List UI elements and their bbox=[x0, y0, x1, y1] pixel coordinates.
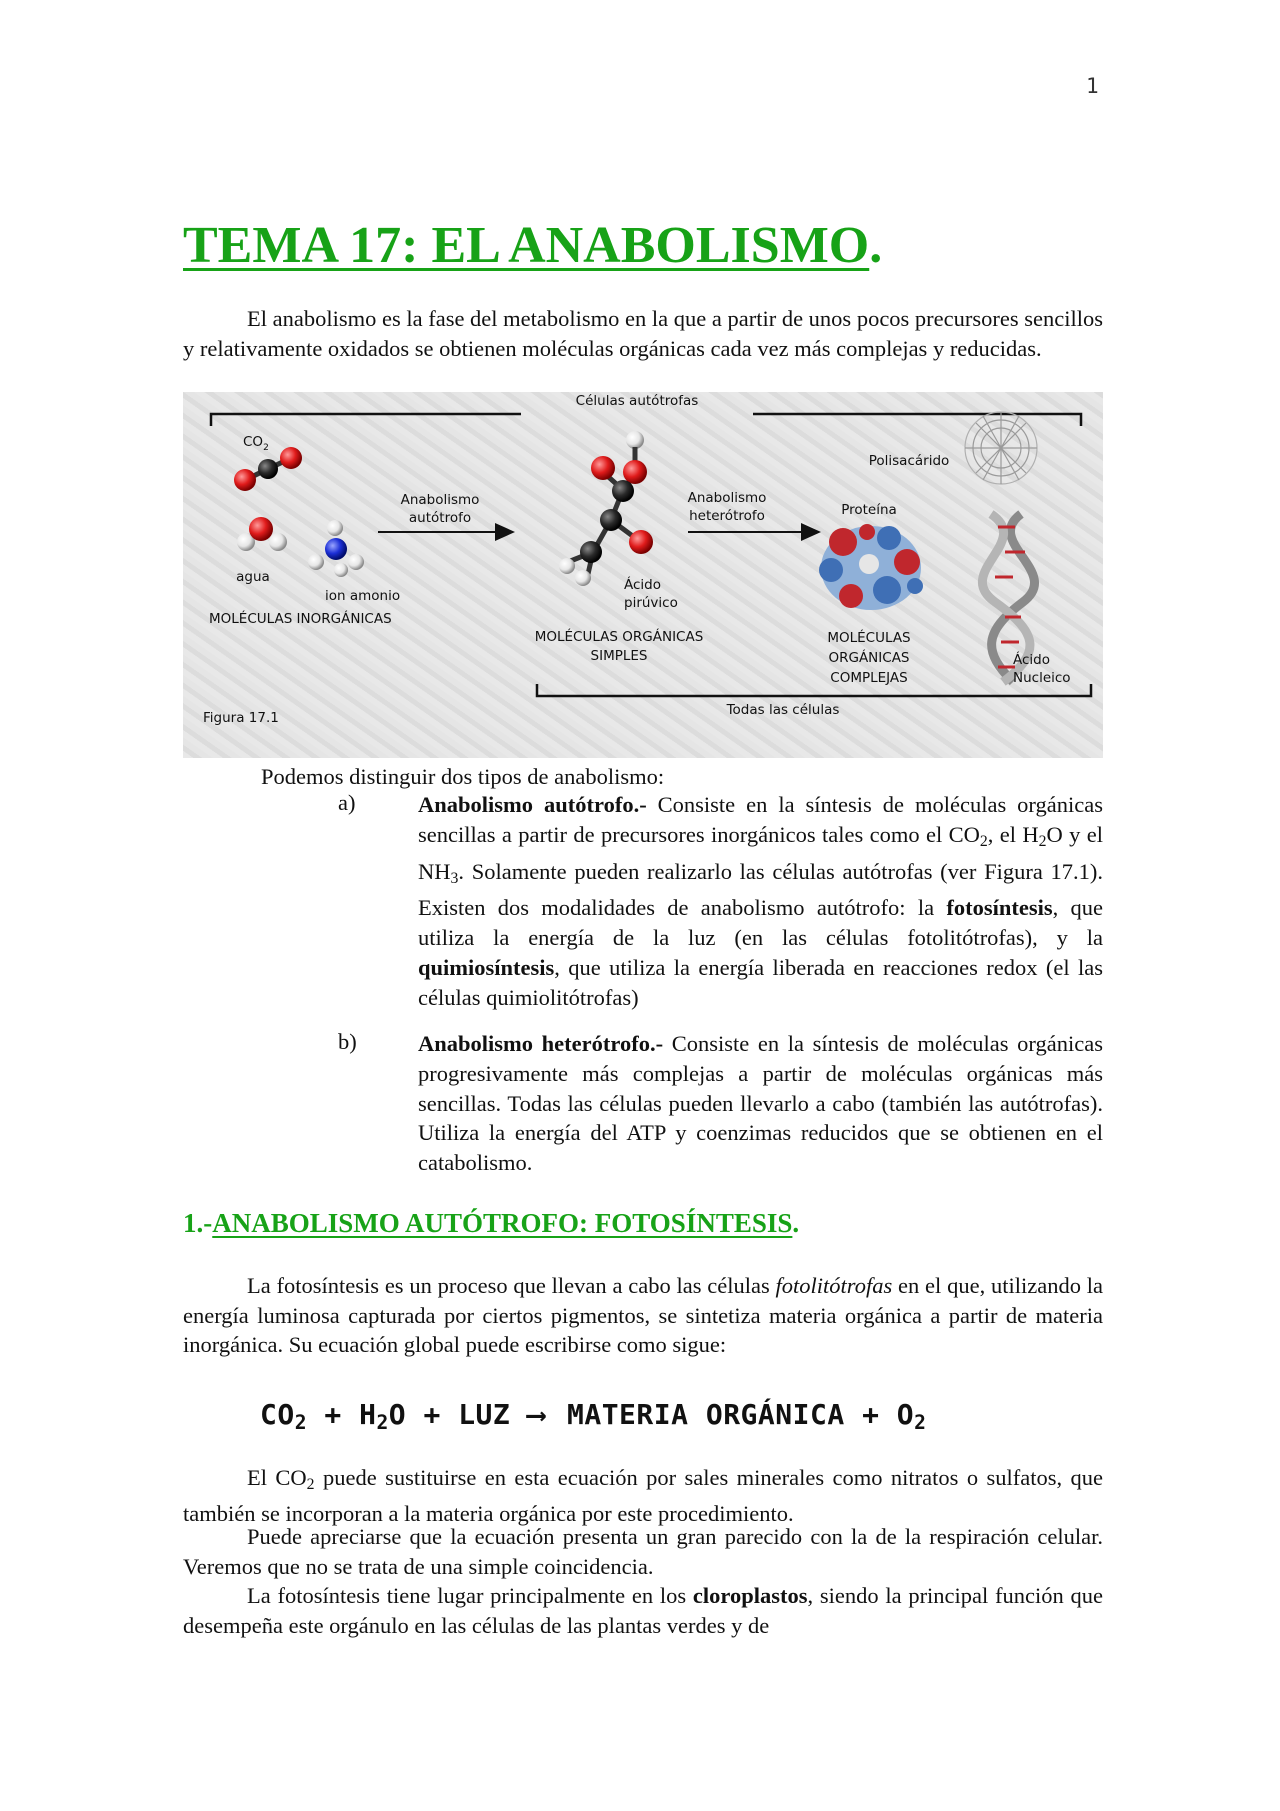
chloroplast-paragraph: La fotosíntesis tiene lugar principalmente en los cloroplastos, siendo la principal función que desempeña este orgánulo en las células de las plantas verdes y de bbox=[183, 1583, 1103, 1638]
arrow-right-icon bbox=[688, 523, 821, 541]
list-item-letter: a) bbox=[338, 790, 356, 815]
protein-molecule bbox=[819, 524, 923, 610]
bottom-bracket bbox=[537, 684, 1091, 696]
top-bracket-label: Células autótrofas bbox=[575, 393, 699, 409]
complex-molecules-label-3: COMPLEJAS bbox=[830, 670, 908, 686]
types-intro: Podemos distinguir dos tipos de anabolismo: bbox=[261, 764, 665, 789]
arrow-autotrophic-label-1: Anabolismo bbox=[400, 492, 480, 508]
respiration-paragraph: Puede apreciarse que la ecuación presenta un gran parecido con la de la respiración celular. Veremos que no se trata de una simple coincidencia. bbox=[183, 1524, 1103, 1579]
list-item-letter: b) bbox=[338, 1029, 357, 1054]
page-title bbox=[183, 216, 882, 275]
page-title-text: TEMA 17: EL ANABOLISMO bbox=[183, 217, 870, 274]
arrow-heterotrophic-label-2: heterótrofo bbox=[689, 508, 765, 524]
protein-label: Proteína bbox=[841, 502, 897, 518]
complex-molecules-label-2: ORGÁNICAS bbox=[828, 650, 910, 666]
top-bracket bbox=[211, 414, 1081, 426]
arrow-icon: ⟶ bbox=[527, 1398, 545, 1431]
photosynthesis-equation: $CO_2 + H_2O$ + LUZ ⟶ MATERIA ORGÁNICA + $O_2$ bbox=[260, 1398, 927, 1434]
polysaccharide-label: Polisacárido bbox=[868, 453, 950, 469]
simple-molecules-label-1: MOLÉCULAS ORGÁNICAS bbox=[534, 629, 704, 645]
section-heading-1: 1.-ANABOLISMO AUTÓTROFO: FOTOSÍNTESIS. bbox=[183, 1208, 800, 1238]
water-label: agua bbox=[236, 569, 270, 585]
page-number: 1 bbox=[1086, 74, 1099, 98]
intro-paragraph: El anabolismo es la fase del metabolismo en la que a partir de unos pocos precursores sencillos y relativamente oxidados se obtienen moléculas orgánicas cada vez más complejas y reducidas. bbox=[183, 306, 1103, 361]
ammonium-label: ion amonio bbox=[325, 588, 401, 604]
list-item-text: Anabolismo heterótrofo.- Consiste en la síntesis de moléculas orgánicas progresivamente más complejas a partir de moléculas orgánicas más sencillas. Todas las células pueden llevarlo a cabo (también las autótrofas). Utiliza la energía del ATP y coenzimas reducidos que se obtienen en el catabolismo. bbox=[418, 1031, 1103, 1176]
photosynthesis-paragraph: La fotosíntesis es un proceso que llevan a cabo las células fotolitótrofas en el que, utilizando la energía luminosa capturada por ciertos pigmentos, se sintetiza materia orgánica a partir de materia inorgánica. Su ecuación global puede escribirse como sigue: bbox=[183, 1273, 1103, 1357]
co2-label: $CO_2$ bbox=[243, 434, 269, 453]
co2-paragraph: El $CO_2$ puede sustituirse en esta ecuación por sales minerales como nitratos o sulfatos, que también se incorporan a la materia orgánica por este procedimiento. bbox=[183, 1465, 1103, 1527]
complex-molecules-label-1: MOLÉCULAS bbox=[827, 630, 911, 646]
arrow-autotrophic-label-2: autótrofo bbox=[408, 510, 472, 526]
figure-diagram bbox=[183, 392, 1103, 758]
simple-molecules-label-2: SIMPLES bbox=[590, 648, 648, 664]
ammonium-molecule bbox=[308, 520, 364, 577]
pyruvic-acid-label-1: Ácido bbox=[624, 577, 661, 593]
nucleic-acid-label-1: Ácido bbox=[1013, 652, 1050, 668]
polysaccharide-icon bbox=[965, 412, 1037, 484]
figure-anabolism bbox=[183, 392, 1103, 758]
pyruvic-acid-label-2: pirúvico bbox=[624, 595, 678, 611]
bottom-bracket-label: Todas las células bbox=[726, 702, 840, 718]
inorganic-molecules-label: MOLÉCULAS INORGÁNICAS bbox=[209, 611, 392, 627]
nucleic-acid-label-2: Nucleico bbox=[1013, 670, 1071, 686]
water-molecule bbox=[237, 517, 287, 551]
co2-molecule bbox=[234, 447, 302, 491]
pyruvic-acid-molecule bbox=[559, 431, 653, 586]
figure-caption: Figura 17.1 bbox=[203, 710, 279, 726]
list-item-text: Anabolismo autótrofo.- Consiste en la síntesis de moléculas orgánicas sencillas a partir de precursores inorgánicos tales como el $CO_2$, el $H_2O$ y el $NH_3$. Solamente pueden realizarlo las células autótrofas (ver Figura 17.1). Existen dos modalidades de anabolismo autótrofo: la fotosíntesis, que utiliza la energía de la luz (en las células fotolitótrofas), y la quimiosíntesis, que utiliza la energía liberada en reacciones redox (el las células quimiolitótrofas) bbox=[418, 792, 1104, 1010]
page-title-period: . bbox=[869, 217, 883, 274]
arrow-heterotrophic-label-1: Anabolismo bbox=[687, 490, 767, 506]
